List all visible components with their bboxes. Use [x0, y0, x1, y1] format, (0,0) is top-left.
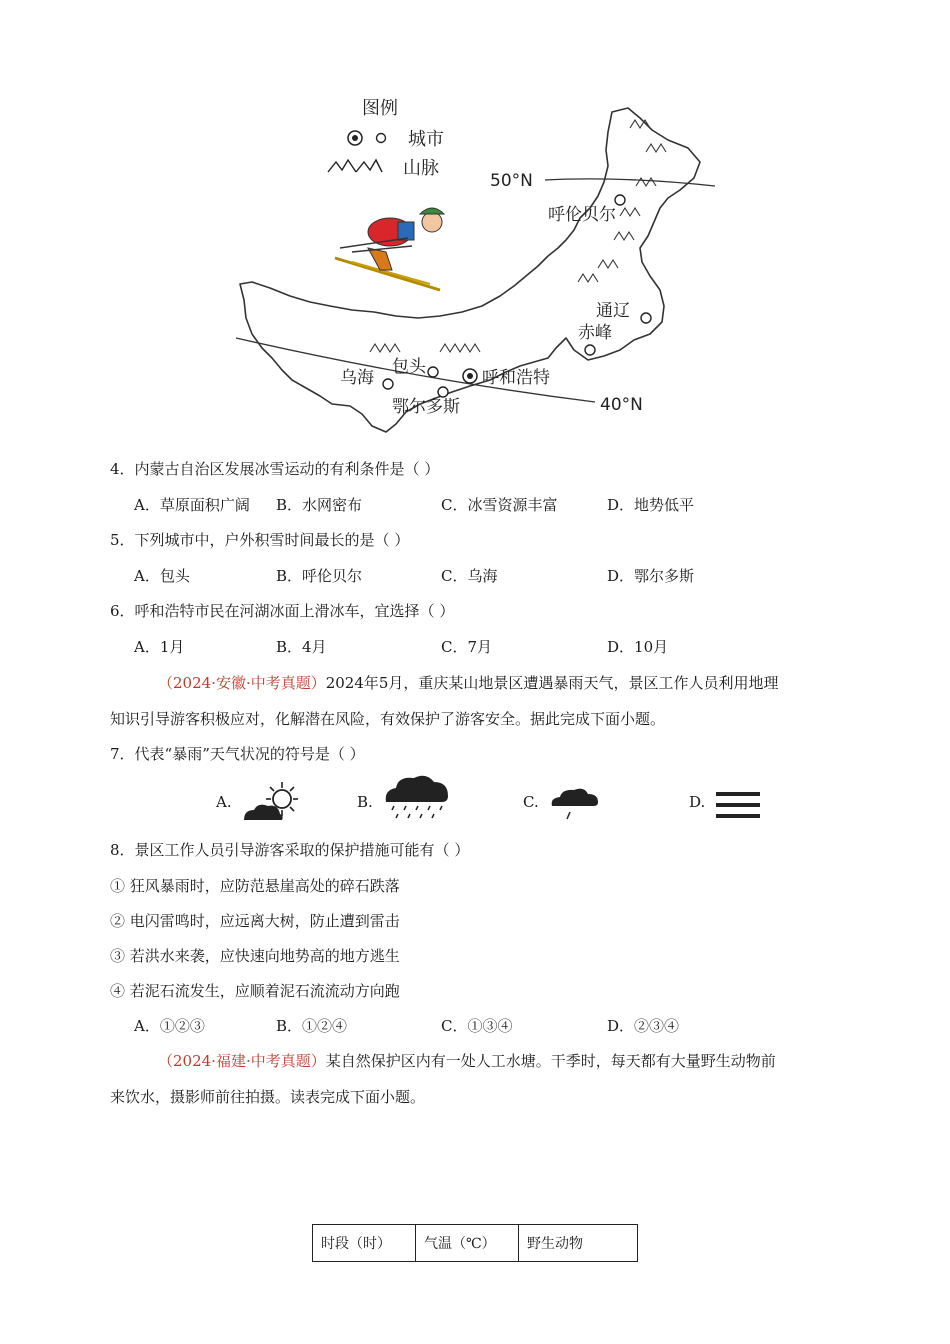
city-marker-baotou	[428, 367, 438, 377]
intro-1-line-2: 知识引导游客积极应对，化解潜在风险，有效保护了游客安全。据此完成下面小题。	[110, 710, 666, 728]
city-label-chifeng: 赤峰	[578, 323, 612, 343]
q6-option-b[interactable]: B．4月	[276, 638, 327, 656]
question-7-stem: 7．代表“暴雨”天气状况的符号是（ ）	[110, 745, 365, 763]
city-label-ordos: 鄂尔多斯	[392, 397, 460, 417]
city-label-wuhai: 乌海	[340, 368, 374, 388]
q7-option-c[interactable]: C.	[523, 793, 539, 811]
wildlife-data-table	[312, 1224, 638, 1262]
city-marker-chifeng	[585, 345, 595, 355]
skier-icon	[335, 208, 444, 290]
intro-2-line-2: 来饮水，摄影师前往拍摄。读表完成下面小题。	[110, 1088, 426, 1106]
mountain-range-south	[370, 344, 480, 352]
q8-item-4: ④ 若泥石流发生，应顺着泥石流流动方向跑	[110, 982, 400, 1000]
q8-option-a[interactable]: A．①②③	[134, 1017, 205, 1035]
table-header-row	[313, 1225, 638, 1262]
capital-city-icon	[348, 131, 362, 145]
q8-item-2: ② 电闪雷鸣时，应远离大树，防止遭到雷击	[110, 912, 400, 930]
city-icon	[377, 134, 386, 143]
city-marker-hulunbuir	[615, 195, 625, 205]
city-marker-ordos	[438, 387, 448, 397]
q8-option-d[interactable]: D．②③④	[607, 1017, 680, 1035]
intro-2-line-1	[158, 1051, 776, 1071]
legend-title: 图例	[362, 98, 398, 119]
legend-city-label: 城市	[408, 129, 444, 150]
q4-option-c[interactable]: C．冰雪资源丰富	[441, 496, 558, 514]
city-label-baotou: 包头	[392, 357, 426, 377]
question-6-stem: 6．呼和浩特市民在河湖冰面上滑冰车，宜选择（ ）	[110, 602, 455, 620]
lat-40-label: 40°N	[600, 395, 643, 415]
q7-option-a[interactable]: A.	[216, 793, 232, 811]
q7-option-b[interactable]: B.	[357, 793, 373, 811]
q7-option-d[interactable]: D.	[689, 793, 706, 811]
q4-option-a[interactable]: A．草原面积广阔	[134, 496, 250, 514]
q4-option-d[interactable]: D．地势低平	[607, 496, 695, 514]
table-header-wildlife: 野生动物	[519, 1225, 638, 1262]
q8-option-b[interactable]: B．①②④	[276, 1017, 348, 1035]
city-label-hulunbuir: 呼伦贝尔	[548, 205, 616, 225]
q5-option-c[interactable]: C．乌海	[441, 567, 498, 585]
q5-option-d[interactable]: D．鄂尔多斯	[607, 567, 695, 585]
q6-option-d[interactable]: D．10月	[607, 638, 669, 656]
table-header-time: 时段（时）	[313, 1225, 416, 1262]
city-label-hohhot: 呼和浩特	[482, 368, 550, 388]
question-4-stem: 4．内蒙古自治区发展冰雪运动的有利条件是（ ）	[110, 460, 440, 478]
sun-cloud-icon	[240, 780, 302, 824]
question-5-stem: 5．下列城市中，户外积雪时间最长的是（ ）	[110, 531, 410, 549]
city-label-tongliao: 通辽	[596, 301, 630, 321]
city-marker-tongliao	[641, 313, 651, 323]
inner-mongolia-map	[230, 90, 730, 440]
mountain-icon	[328, 160, 382, 172]
city-marker-wuhai	[383, 379, 393, 389]
lat-50-label: 50°N	[490, 171, 533, 191]
legend-mountain-label: 山脉	[403, 158, 439, 179]
intro-1-source: （2024·安徽·中考真题）	[158, 674, 326, 692]
q6-option-c[interactable]: C．7月	[441, 638, 493, 656]
q8-item-3: ③ 若洪水来袭，应快速向地势高的地方逃生	[110, 947, 400, 965]
fog-icon	[716, 790, 760, 820]
heavy-rain-icon	[382, 772, 452, 820]
intro-2-text: 某自然保护区内有一处人工水塘。干季时，每天都有大量野生动物前	[325, 1052, 776, 1070]
q5-option-b[interactable]: B．呼伦贝尔	[276, 567, 363, 585]
question-8-stem: 8．景区工作人员引导游客采取的保护措施可能有（ ）	[110, 841, 470, 859]
intro-2-source: （2024·福建·中考真题）	[158, 1052, 326, 1070]
intro-1-text: 2024年5月，重庆某山地景区遭遇暴雨天气，景区工作人员利用地理	[325, 674, 779, 692]
q8-option-c[interactable]: C．①③④	[441, 1017, 513, 1035]
q6-option-a[interactable]: A．1月	[134, 638, 185, 656]
light-rain-icon	[548, 786, 600, 822]
q5-option-a[interactable]: A．包头	[134, 567, 190, 585]
q4-option-b[interactable]: B．水网密布	[276, 496, 363, 514]
capital-marker-hohhot	[463, 369, 477, 383]
table-header-temperature: 气温（℃）	[416, 1225, 519, 1262]
q8-item-1: ① 狂风暴雨时，应防范悬崖高处的碎石跌落	[110, 877, 400, 895]
intro-1-line-1	[158, 673, 778, 693]
